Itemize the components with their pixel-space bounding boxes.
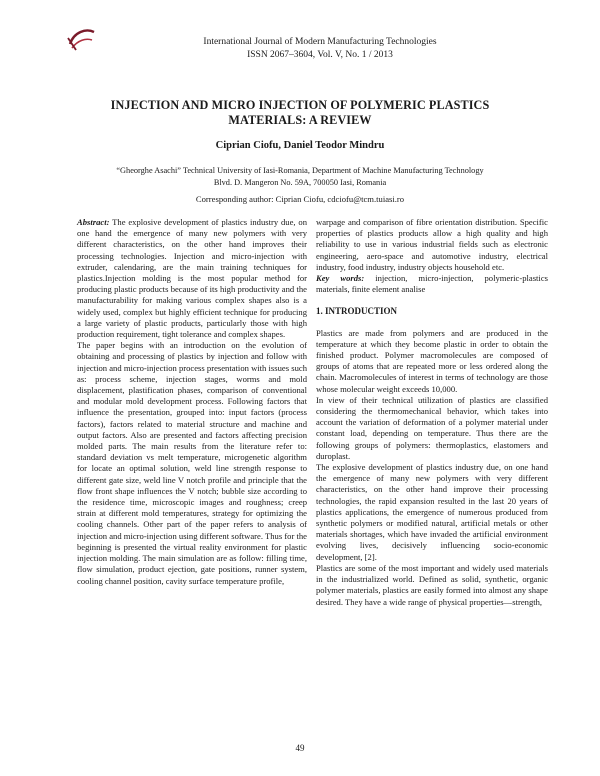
abstract-label: Abstract: (77, 217, 110, 227)
journal-name: International Journal of Modern Manufacturing Technologies (203, 37, 437, 47)
title-line-1: INJECTION AND MICRO INJECTION OF POLYMERIC PLASTICS (110, 98, 490, 112)
paper-authors: Ciprian Ciofu, Daniel Teodor Mindru (215, 140, 385, 151)
section-heading-introduction: 1. INTRODUCTION (316, 306, 398, 317)
intro-paragraph-2: In view of their technical utilization of plastics are classified considering the thermomechanical behavior, which takes into account the variation of deformation of a polymer material under constant load, depending on temperature. Thus there are the following groups of polymers: thermoplastics, elastomers and duroplast. (316, 394, 548, 461)
page-number: 49 (295, 743, 305, 753)
intro-paragraph-1: Plastics are made from polymers and are produced in the temperature at which they become plastic in order to obtain the finished product. Polymer macromolecules are composed of groups of atoms that are repeated more or less ordered along the chain. Macromolecules of interest in terms of technology are those whose molecular weight exceeds 10,000. (316, 327, 548, 394)
journal-logo-icon (64, 24, 100, 56)
abstract-text: The explosive development of plastics industry due, on one hand the emergence of many new polymers with very different characteristics, on the other hand improves their processing technologies. Injection and micro-injection with extruder, calendaring, are the main training techniques for plastics.Injection molding is the most popular method for producing plastic products because of its high productivity and the manufacturability for making various complex shapes also is a widely used, complex but highly efficient technique for producing a large variety of plastic products, particularly those with high production requirement, tight tolerance and complex shapes. (77, 217, 307, 340)
affiliation-line-2: Blvd. D. Mangeron No. 59A, 700050 Iasi, Romania (213, 178, 387, 187)
abstract-paragraph-2: The paper begins with an introduction on the evolution of obtaining and processing of plastics by injection and follow with injection and micro-injection process presentation with issues such as: process scheme, injection stages, worms and mold displacement, plastification phases, comparison of conventional and modular mold development process. Following factors that influence the presentation, grouped into: input factors (process factors), factors related to material structure and machine and output factors. Also are presented and factors affecting precision molded parts. The main results from the literature refer to: standard deviation vs melt temperature, microgenetic algorithm for locate an optimal solution, weld line strength response to different gate size, weld line V notch profile and principle that the flow front shape influences the V notch; bubble size according to the residence time, microscopic images and roughness; creep strain at different mold temperatures, strategy for optimizing the cooling channels. Other part of the paper refers to analysis of injection and micro-injection using different software. Thus for the beginning is presented the virtual reality environment for plastic injection molding. The main simulation are as follow: filling time, flow simulation, product ejection, gate positions, runner system, cooling channel position, cavity surface temperature profile, (77, 340, 307, 586)
affiliation-line-1: “Gheorghe Asachi” Technical University of Iasi-Romania, Department of Machine Manufacturing Technology (116, 166, 484, 175)
abstract-continuation: warpage and comparison of fibre orientation distribution. Specific properties of plastics products allow a high quality and high reliability to use in various industrial fields such as electronic engineering, aero-space and automotive industry, electrical industry, food industry, industry objects household etc. (316, 217, 548, 272)
paper-title (70, 98, 530, 128)
corresponding-author: Corresponding author: Ciprian Ciofu, cdciofu@tcm.tuiasi.ro (195, 194, 405, 204)
right-column (316, 217, 548, 608)
keywords-label: Key words: (316, 273, 365, 284)
title-line-2: MATERIALS: A REVIEW (228, 113, 372, 127)
journal-header (110, 36, 530, 62)
intro-paragraph-4: Plastics are some of the most important and widely used materials in the industrialized world. Defined as solid, synthetic, organic polymer materials, plastics are easily formed into almost any shape desired. They have a wide range of physical properties—strength, (316, 562, 548, 607)
journal-issn: ISSN 2067–3604, Vol. V, No. 1 / 2013 (247, 50, 393, 60)
affiliation (80, 165, 520, 189)
left-column (77, 217, 307, 587)
intro-paragraph-3: The explosive development of plastics industry due, on one hand the emergence of many new polymers with very different characteristics, on the other hand improve their processing technologies, the rapid expansion resulted in the last 20 years of plastics applications, the emergence of numerous produced from synthetic polymers or modified natural, artificial metals or other materials shortages, which have invaded the artificial environment evolving lives, decisively influencing socio-economic development, [2]. (316, 462, 548, 562)
abstract-paragraph-1 (77, 217, 307, 340)
keywords-text: injection, micro-injection, polymeric-plastics materials, finite element analise (316, 273, 548, 295)
keywords (316, 273, 548, 295)
